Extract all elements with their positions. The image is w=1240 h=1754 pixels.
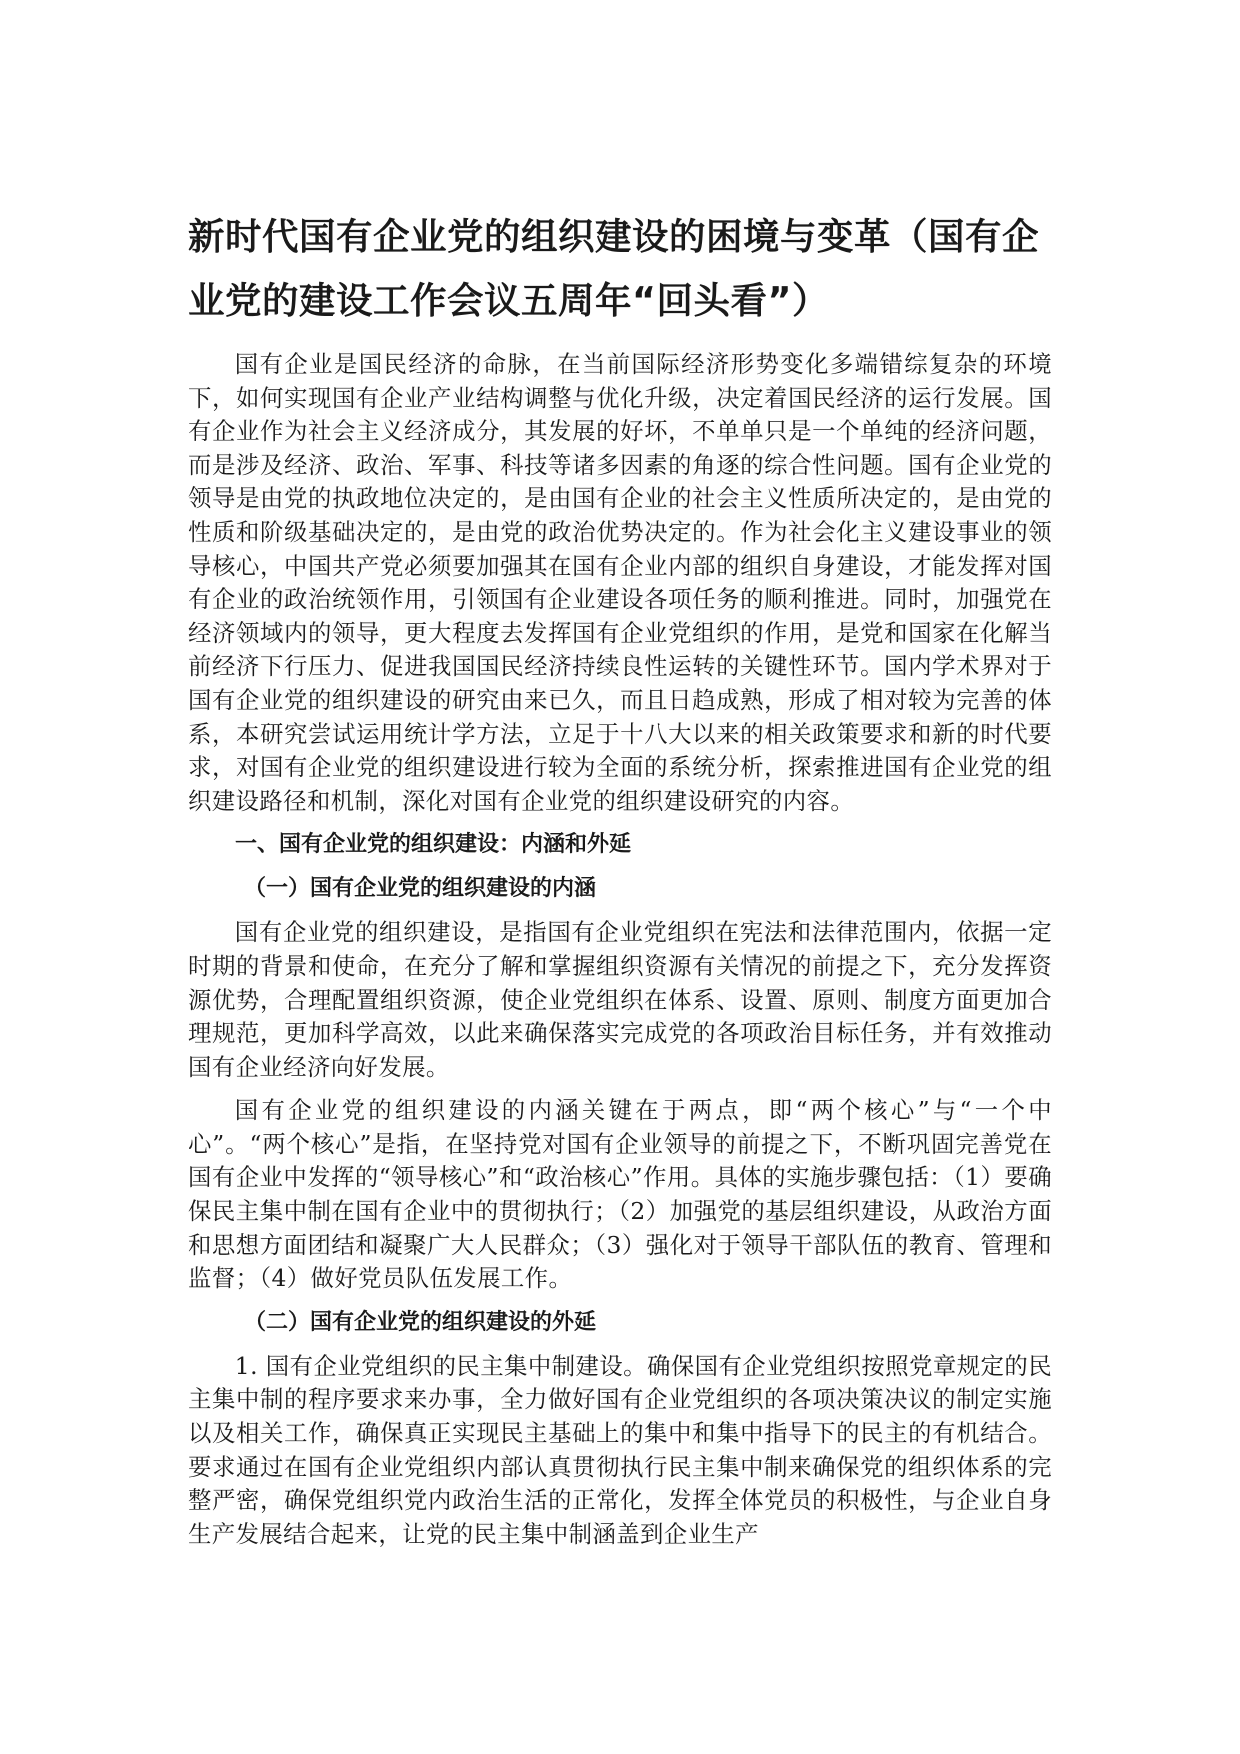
document-title: 新时代国有企业党的组织建设的困境与变革（国有企业党的建设工作会议五周年“回头看”） <box>188 215 1039 322</box>
intro-paragraph: 国有企业是国民经济的命脉，在当前国际经济形势变化多端错综复杂的环境下，如何实现国有企业产业结构调整与优化升级，决定着国民经济的运行发展。国有企业作为社会主义经济成分，其发展的好坏，不单单只是一个单纯的经济问题，而是涉及经济、政治、军事、科技等诸多因素的角逐的综合性问题。国有企业党的领导是由党的执政地位决定的，是由国有企业的社会主义性质所决定的，是由党的性质和阶级基础决定的，是由党的政治优势决定的。作为社会化主义建设事业的领导核心，中国共产党必须要加强其在国有企业内部的组织自身建设，才能发挥对国有企业的政治统领作用，引领国有企业建设各项任务的顺利推进。同时，加强党在经济领域内的领导，更大程度去发挥国有企业党组织的作用，是党和国家在化解当前经济下行压力、促进我国国民经济持续良性运转的关键性环节。国内学术界对于国有企业党的组织建设的研究由来已久，而且日趋成熟，形成了相对较为完善的体系，本研究尝试运用统计学方法，立足于十八大以来的相关政策要求和新的时代要求，对国有企业党的组织建设进行较为全面的系统分析，探索推进国有企业党的组织建设路径和机制，深化对国有企业党的组织建设研究的内容。 <box>188 350 1052 815</box>
section-heading-1: 一、国有企业党的组织建设：内涵和外延 <box>235 832 632 858</box>
document-page <box>188 205 1052 1561</box>
body-paragraph: 1. 国有企业党组织的民主集中制建设。确保国有企业党组织按照党章规定的民主集中制的程序要求来办事，全力做好国有企业党组织的各项决策决议的制定实施以及相关工作，确保真正实现民主基础上的集中和集中指导下的民主的有机结合。要求通过在国有企业党组织内部认真贯彻执行民主集中制来确保党的组织体系的完整严密，确保党组织党内政治生活的正常化，发挥全体党员的积极性，与企业自身生产发展结合起来，让党的民主集中制涵盖到企业生产 <box>188 1351 1052 1548</box>
subsection-heading-1: （一）国有企业党的组织建设的内涵 <box>244 876 597 902</box>
subsection-heading-2: （二）国有企业党的组织建设的外延 <box>244 1309 597 1335</box>
body-paragraph: 国有企业党的组织建设，是指国有企业党组织在宪法和法律范围内，依据一定时期的背景和使命，在充分了解和掌握组织资源有关情况的前提之下，充分发挥资源优势，合理配置组织资源，使企业党组织在体系、设置、原则、制度方面更加合理规范，更加科学高效，以此来确保落实完成党的各项政治目标任务，并有效推动国有企业经济向好发展。 <box>188 918 1052 1081</box>
body-paragraph: 国有企业党的组织建设的内涵关键在于两点，即“两个核心”与“一个中心”。“两个核心”是指，在坚持党对国有企业领导的前提之下，不断巩固完善党在国有企业中发挥的“领导核心”和“政治核心”作用。具体的实施步骤包括：（1）要确保民主集中制在国有企业中的贯彻执行；（2）加强党的基层组织建设，从政治方面和思想方面团结和凝聚广大人民群众；（3）强化对于领导干部队伍的教育、管理和监督；（4）做好党员队伍发展工作。 <box>188 1096 1052 1293</box>
